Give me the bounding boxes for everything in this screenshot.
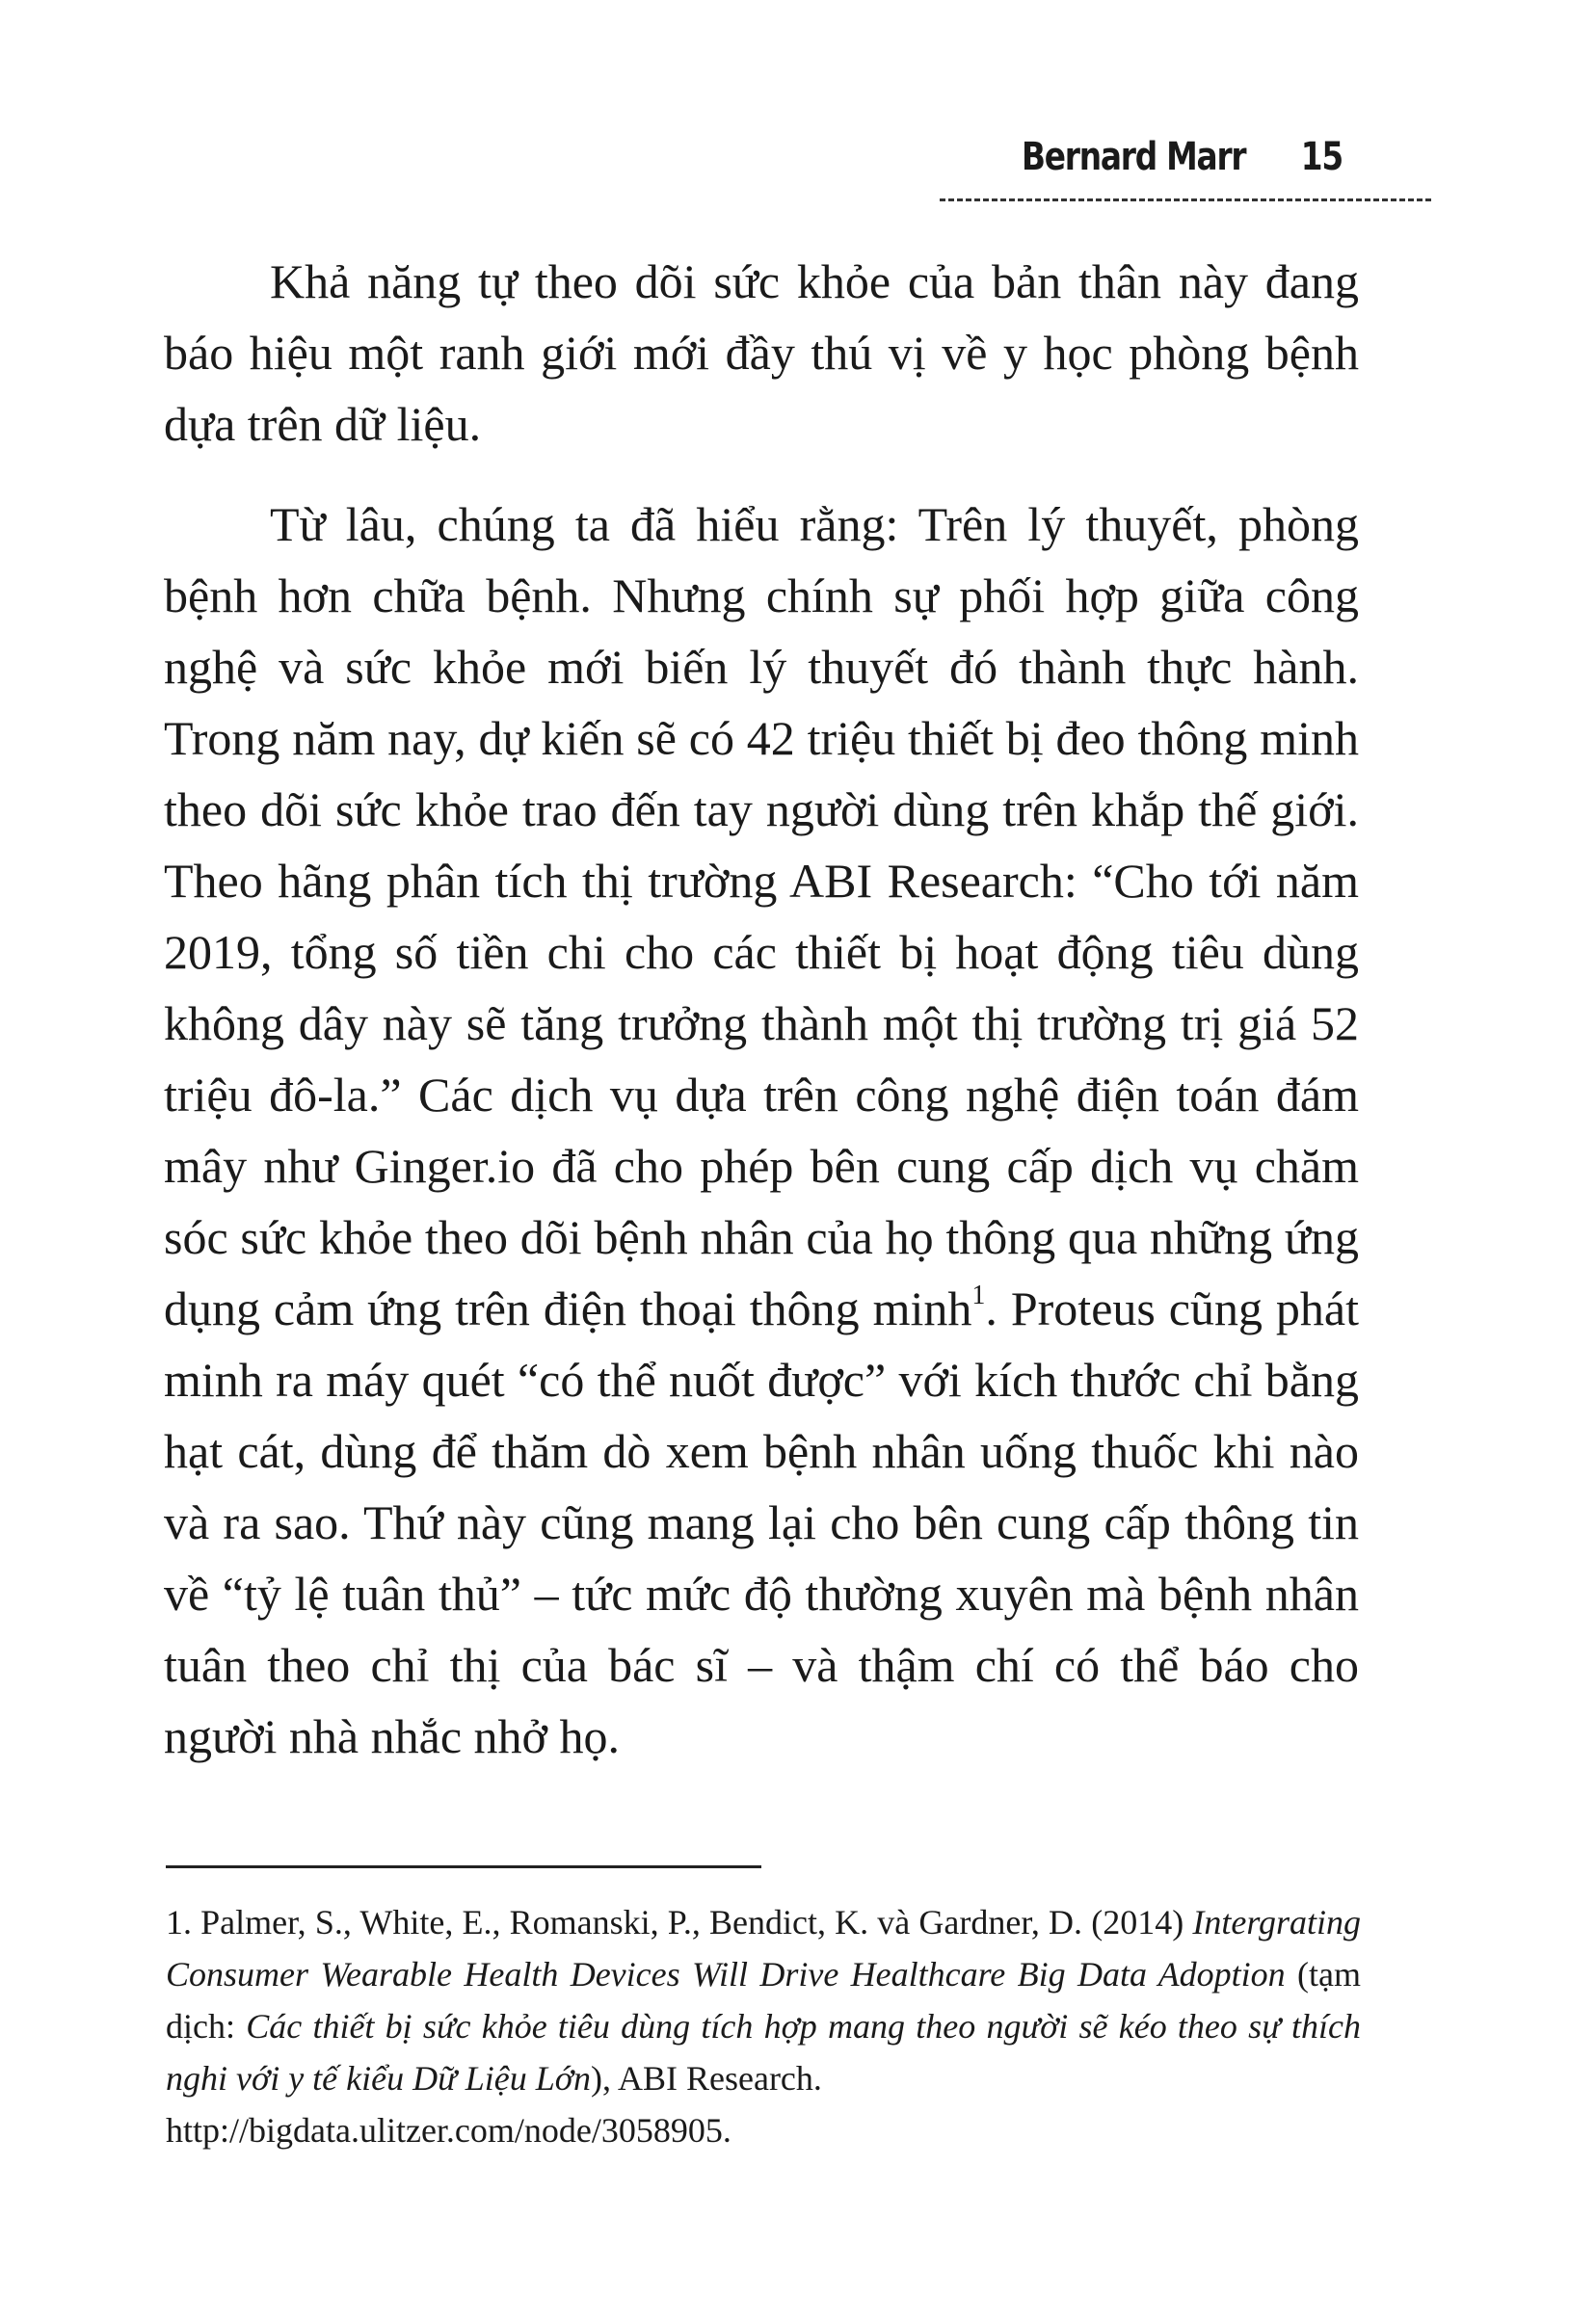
paragraph-2-text: Từ lâu, chúng ta đã hiểu rằng: Trên lý thuyết, phòng bệnh hơn chữa bệnh. Nhưng chính sự phối hợp giữa công nghệ và sức khỏe mới biến lý thuyết đó thành thực hành. Trong năm nay, dự kiến sẽ có 42 triệu thiết bị đeo thông minh theo dõi sức khỏe trao đến tay người dùng trên khắp thế giới. Theo hãng phân tích thị trường ABI Research: “Cho tới năm 2019, tổng số tiền chi cho các thiết bị hoạt động tiêu dùng không dây này sẽ tăng trưởng thành một thị trường trị giá 52 triệu đô-la.” Các dịch vụ dựa trên công nghệ điện toán đám mây như Ginger.io đã cho phép bên cung cấp dịch vụ chăm sóc sức khỏe theo dõi bệnh nhân của họ thông qua những ứng dụng cảm ứng trên điện thoại thông minh <box>164 497 1359 1335</box>
paragraph-2 <box>164 489 1359 1772</box>
footnote <box>166 1896 1361 2156</box>
paragraph-1: Khả năng tự theo dõi sức khỏe của bản thân này đang báo hiệu một ranh giới mới đầy thú vị về y học phòng bệnh dựa trên dữ liệu. <box>164 254 1359 451</box>
running-header <box>1022 135 1343 193</box>
body-text <box>164 246 1359 1801</box>
footnote-entry <box>166 1896 1361 2104</box>
paragraph-2-rest: . Proteus cũng phát minh ra máy quét “có thể nuốt được” với kích thước chỉ bằng hạt cát, dùng để thăm dò xem bệnh nhân uống thuốc khi nào và ra sao. Thứ này cũng mang lại cho bên cung cấp thông tin về “tỷ lệ tuân thủ” – tức mức độ thường xuyên mà bệnh nhân tuân theo chỉ thị của bác sĩ – và thậm chí có thể báo cho người nhà nhắc nhở họ. <box>164 1281 1359 1763</box>
header-author: Bernard Marr <box>1022 135 1246 179</box>
footnote-title: Intergrating Consumer Wearable Health Devices Will Drive Healthcare Big Data Adoption <box>166 1903 1361 1994</box>
footnote-citation: 1. Palmer, S., White, E., Romanski, P., Bendict, K. và Gardner, D. (2014) <box>166 1903 1193 1941</box>
footnote-translation: Các thiết bị sức khỏe tiêu dùng tích hợp mang theo người sẽ kéo theo sự thích nghi với y tế kiểu Dữ Liệu Lớn <box>166 2007 1361 2098</box>
footnote-reference: 1 <box>971 1281 986 1310</box>
footnote-translation-open: (tạm dịch: <box>166 1955 1361 2046</box>
footnote-translation-close: ), ABI Research. <box>590 2059 822 2098</box>
footnote-url: http://bigdata.ulitzer.com/node/3058905. <box>166 2111 731 2150</box>
header-dashed-rule <box>940 198 1431 201</box>
footnote-rule <box>166 1865 761 1868</box>
page-number: 15 <box>1300 135 1343 179</box>
